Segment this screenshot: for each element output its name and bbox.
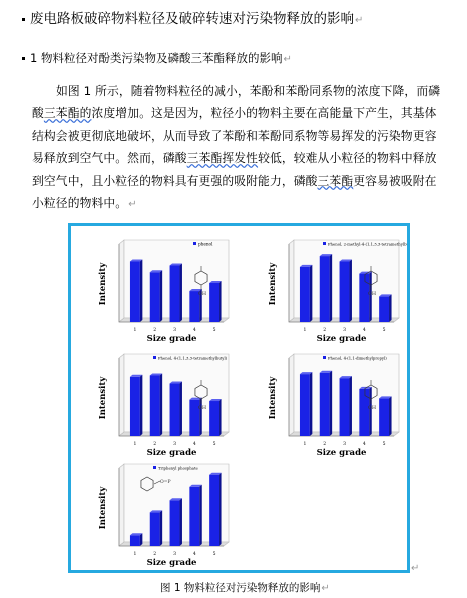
x-axis-label: Size grade (146, 448, 197, 458)
chart-bar-side (179, 382, 182, 436)
underlined-term: 三苯酯 (317, 173, 354, 188)
paragraph-text: 易释放到空气中。然而，磷酸 (32, 151, 187, 166)
chart-bar (209, 401, 219, 436)
chart-wall (119, 464, 124, 546)
legend-label: Phenol, 4-(1,1,3,3-tetramethylbutyl) (158, 355, 228, 361)
chart-bar (379, 296, 389, 322)
chart-bar (300, 374, 310, 436)
chart-bar-side (349, 376, 352, 436)
structure-label: OH (198, 406, 207, 411)
chart-bar-side (160, 270, 163, 322)
chart-wall (289, 354, 294, 436)
section-subheading (22, 50, 292, 68)
legend-label: Triphenyl phosphate (158, 465, 198, 471)
chart-bar (359, 389, 369, 436)
chart-bar (379, 398, 389, 436)
chart-bar-side (160, 510, 163, 546)
paragraph-text: 酸 (32, 106, 44, 121)
paragraph-mark-icon: ↵ (355, 15, 364, 26)
x-tick-label: 3 (173, 552, 176, 557)
chart-bar-side (389, 396, 392, 436)
figure-caption (160, 580, 330, 595)
chart-bar (150, 512, 160, 546)
x-tick-label: 5 (212, 328, 216, 333)
chart-bar-side (179, 263, 182, 322)
paragraph-text: 小粒径的物料中。 (32, 195, 128, 210)
chart-bar (320, 373, 330, 436)
legend-swatch (323, 356, 326, 359)
chart-bar-side (199, 398, 202, 436)
x-tick-label: 5 (382, 442, 386, 447)
x-axis-label: Size grade (316, 334, 367, 344)
x-tick-label: 5 (212, 442, 216, 447)
chart-bar (320, 256, 330, 322)
paragraph-mark-icon: ↵ (283, 54, 292, 65)
paragraph-mark-icon: ↵ (321, 583, 330, 594)
chart-legend (153, 355, 228, 360)
x-tick-label: 4 (362, 442, 366, 447)
paragraph-line (32, 147, 450, 169)
chart-bar (170, 384, 180, 436)
chart-bar (130, 261, 140, 322)
chart-bar (340, 261, 350, 322)
chart-bar (170, 500, 180, 546)
structure-label: OH (368, 406, 377, 411)
chart-bar-side (349, 259, 352, 322)
paragraph-line (32, 170, 450, 192)
chart-bar-side (369, 387, 372, 436)
chart-bar-side (330, 254, 333, 322)
x-axis-label: Size grade (146, 558, 197, 568)
x-tick-label: 1 (133, 442, 137, 447)
legend-swatch (323, 242, 326, 245)
chart-wall (289, 240, 294, 322)
legend-label: Phenol, 4-(1,1-dimethylpropyl) (328, 355, 387, 361)
x-tick-label: 3 (343, 328, 346, 333)
chart-bar (189, 487, 199, 546)
chart-bar (359, 274, 369, 322)
legend-swatch (153, 466, 156, 469)
x-tick-label: 2 (153, 328, 157, 333)
chart-bar-side (330, 371, 333, 436)
paragraph-line (32, 192, 450, 214)
chart-bar (209, 475, 219, 546)
legend-label: phenol (198, 241, 213, 247)
chart-bar (130, 377, 140, 436)
x-tick-label: 2 (323, 442, 327, 447)
bullet-marker (22, 18, 25, 21)
x-tick-label: 4 (192, 328, 196, 333)
chart-panel (98, 354, 229, 458)
chart-bar (340, 378, 350, 436)
chart-panel (268, 240, 407, 344)
y-axis-label: Intensity (98, 376, 108, 420)
chart-bar-side (140, 533, 143, 546)
body-paragraph (32, 80, 450, 214)
chart-bar (170, 265, 180, 322)
subheading-text: 1 物料粒径对酚类污染物及磷酸三苯酯释放的影响 (30, 51, 283, 65)
bullet-marker (22, 57, 25, 60)
paragraph-mark-icon: ↵ (411, 563, 420, 574)
chart-bar-side (219, 281, 222, 322)
chart-bar-side (179, 498, 182, 546)
x-tick-label: 2 (323, 328, 327, 333)
x-tick-label: 4 (362, 328, 366, 333)
chart-bar-side (199, 485, 202, 546)
chart-bar-side (310, 372, 313, 436)
x-tick-label: 5 (382, 328, 386, 333)
chart-wall (119, 240, 124, 322)
chart-panel (268, 354, 399, 458)
chart-bar-side (219, 399, 222, 436)
legend-swatch (193, 242, 196, 245)
x-tick-label: 1 (133, 552, 137, 557)
chart-legend (153, 465, 198, 470)
paragraph-line (32, 80, 450, 102)
x-tick-label: 4 (192, 442, 196, 447)
paragraph-text: 如图 1 所示，随着物料粒径的减小，苯酚和苯酚同系物的浓度下降，而磷 (56, 84, 441, 98)
figure-frame (68, 223, 410, 573)
structure-label: O=P (160, 480, 171, 485)
paragraph-text: 更容易被吸附在 (353, 173, 437, 188)
underlined-term: 三苯酯的 (43, 106, 92, 121)
chart-bar-side (160, 373, 163, 436)
x-tick-label: 4 (192, 552, 196, 557)
structure-label: OH (198, 292, 207, 297)
chart-bar (300, 267, 310, 322)
paragraph-text: 到空气中，且小粒径的物料具有更强的吸附能力，磷酸 (32, 173, 318, 188)
y-axis-label: Intensity (98, 486, 108, 530)
chart-wall (119, 354, 124, 436)
x-tick-label: 2 (153, 552, 157, 557)
chart-panel (98, 240, 229, 344)
x-axis-label: Size grade (146, 334, 197, 344)
paragraph-text: 结构会被更彻底地破坏，从而导致了苯酚和苯酚同系物等易挥发的污染物更容 (32, 128, 437, 143)
structure-label: OH (368, 292, 377, 297)
chart-legend (323, 241, 407, 246)
x-axis-label: Size grade (316, 448, 367, 458)
x-tick-label: 3 (173, 328, 176, 333)
legend-label: Phenol, 2-methyl-4-(1,1,3,3-tetramethylbutyl) (328, 241, 407, 247)
legend-swatch (153, 356, 156, 359)
paragraph-text: 较低，较难从小粒径的物料中释放 (258, 151, 437, 166)
chart-bar-side (140, 375, 143, 436)
x-tick-label: 1 (133, 328, 137, 333)
y-axis-label: Intensity (268, 376, 278, 420)
chart-bar-side (310, 265, 313, 322)
figure-canvas (71, 226, 407, 570)
x-tick-label: 2 (153, 442, 157, 447)
chart-bar (150, 272, 160, 322)
paragraph-line (32, 125, 450, 147)
paragraph-mark-icon: ↵ (128, 198, 137, 210)
heading-text: 废电路板破碎物料粒径及破碎转速对污染物释放的影响 (30, 11, 354, 27)
chart-bar (209, 283, 219, 322)
caption-text: 图 1 物料粒径对污染物释放的影响 (160, 582, 321, 594)
y-axis-label: Intensity (98, 262, 108, 306)
x-tick-label: 3 (343, 442, 346, 447)
x-tick-label: 1 (303, 328, 307, 333)
chart-bar-side (219, 473, 222, 546)
document-heading (22, 10, 363, 30)
chart-legend (323, 355, 387, 360)
paragraph-text: 浓度增加。这是因为，粒径小的物料主要在高能量下产生，其基体 (91, 106, 437, 121)
paragraph-line (32, 102, 450, 124)
chart-bar (150, 375, 160, 436)
chart-panel (98, 464, 229, 568)
y-axis-label: Intensity (268, 262, 278, 306)
x-tick-label: 5 (212, 552, 216, 557)
chart-bar-side (389, 294, 392, 322)
underlined-term: 三苯酯挥发性 (186, 151, 259, 166)
chart-bar-side (140, 259, 143, 322)
x-tick-label: 3 (173, 442, 176, 447)
x-tick-label: 1 (303, 442, 307, 447)
chart-bar (130, 535, 140, 546)
